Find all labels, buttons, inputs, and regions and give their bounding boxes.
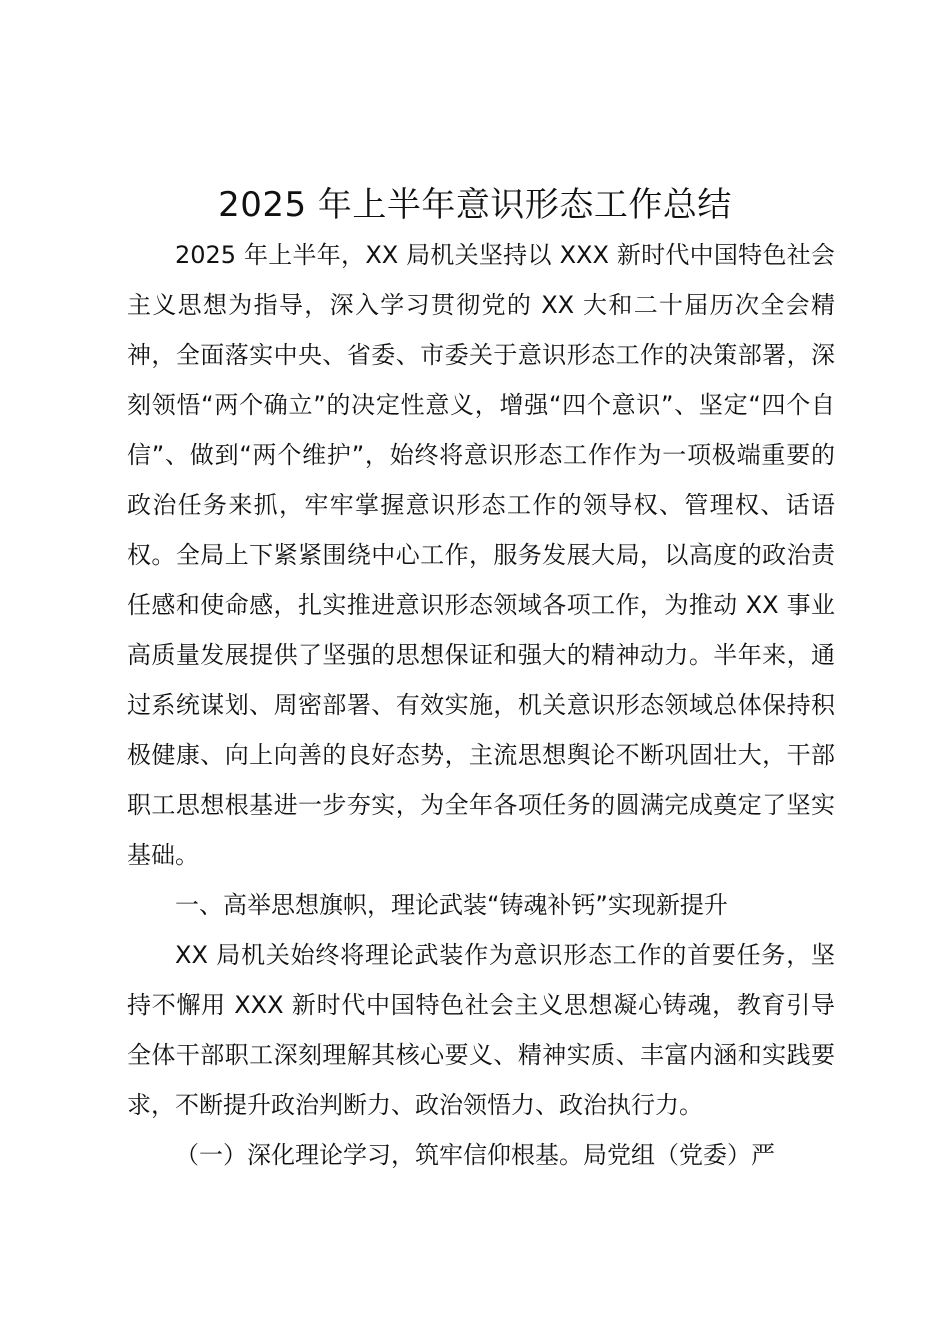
section-heading-1: 一、高举思想旗帜，理论武装“铸魂补钙”实现新提升: [175, 891, 728, 919]
document-title: 2025 年上半年意识形态工作总结: [218, 185, 732, 225]
section-1-paragraph: XX 局机关始终将理论武装作为意识形态工作的首要任务，坚持不懈用 XXX 新时代中国特色社会主义思想凝心铸魂，教育引导全体干部职工深刻理解其核心要义、精神实质、丰富内涵和实践要求，不断提升政治判断力、政治领悟力、政治执行力。: [127, 941, 835, 1119]
intro-paragraph: 2025 年上半年，XX 局机关坚持以 XXX 新时代中国特色社会主义思想为指导，深入学习贯彻党的 XX 大和二十届历次全会精神，全面落实中央、省委、市委关于意识形态工作的决策部署，深刻领悟“两个确立”的决定性意义，增强“四个意识”、坚定“四个自信”、做到“两个维护”，始终将意识形态工作作为一项极端重要的政治任务来抓，牢牢掌握意识形态工作的领导权、管理权、话语权。全局上下紧紧围绕中心工作，服务发展大局，以高度的政治责任感和使命感，扎实推进意识形态领域各项工作，为推动 XX 事业高质量发展提供了坚强的思想保证和强大的精神动力。半年来，通过系统谋划、周密部署、有效实施，机关意识形态领域总体保持积极健康、向上向善的良好态势，主流思想舆论不断巩固壮大，干部职工思想根基进一步夯实，为全年各项任务的圆满完成奠定了坚实基础。: [127, 241, 835, 869]
subsection-1-paragraph: （一）深化理论学习，筑牢信仰根基。局党组（党委）严: [175, 1141, 775, 1169]
document-body: [127, 230, 835, 1180]
